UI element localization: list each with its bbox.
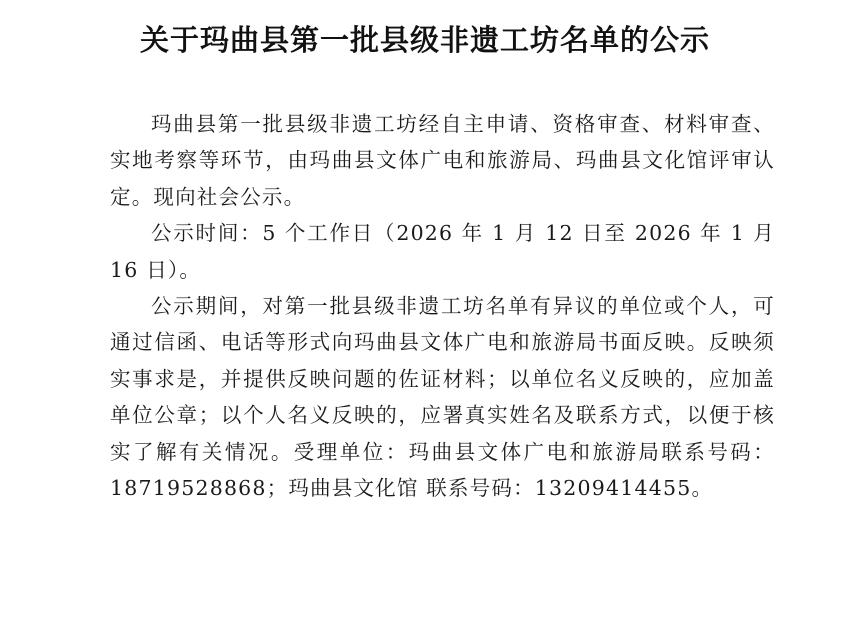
- document-title: 关于玛曲县第一批县级非遗工坊名单的公示: [139, 23, 710, 57]
- document-body: [110, 106, 775, 506]
- paragraph-objection: 公示期间，对第一批县级非遗工坊名单有异议的单位或个人，可通过信函、电话等形式向玛曲县文体广电和旅游局书面反映。反映须实事求是，并提供反映问题的佐证材料；以单位名义反映的，应加盖单位公章；以个人名义反映的，应署真实姓名及联系方式，以便于核实了解有关情况。受理单位：玛曲县文体广电和旅游局联系号码：18719528868；玛曲县文化馆 联系号码：13209414455。: [110, 294, 775, 501]
- paragraph-intro: 玛曲县第一批县级非遗工坊经自主申请、资格审查、材料审查、实地考察等环节，由玛曲县文体广电和旅游局、玛曲县文化馆评审认定。现向社会公示。: [110, 112, 775, 209]
- paragraph-period: 公示时间：5 个工作日（2026 年 1 月 12 日至 2026 年 1 月 16 日）。: [110, 221, 775, 282]
